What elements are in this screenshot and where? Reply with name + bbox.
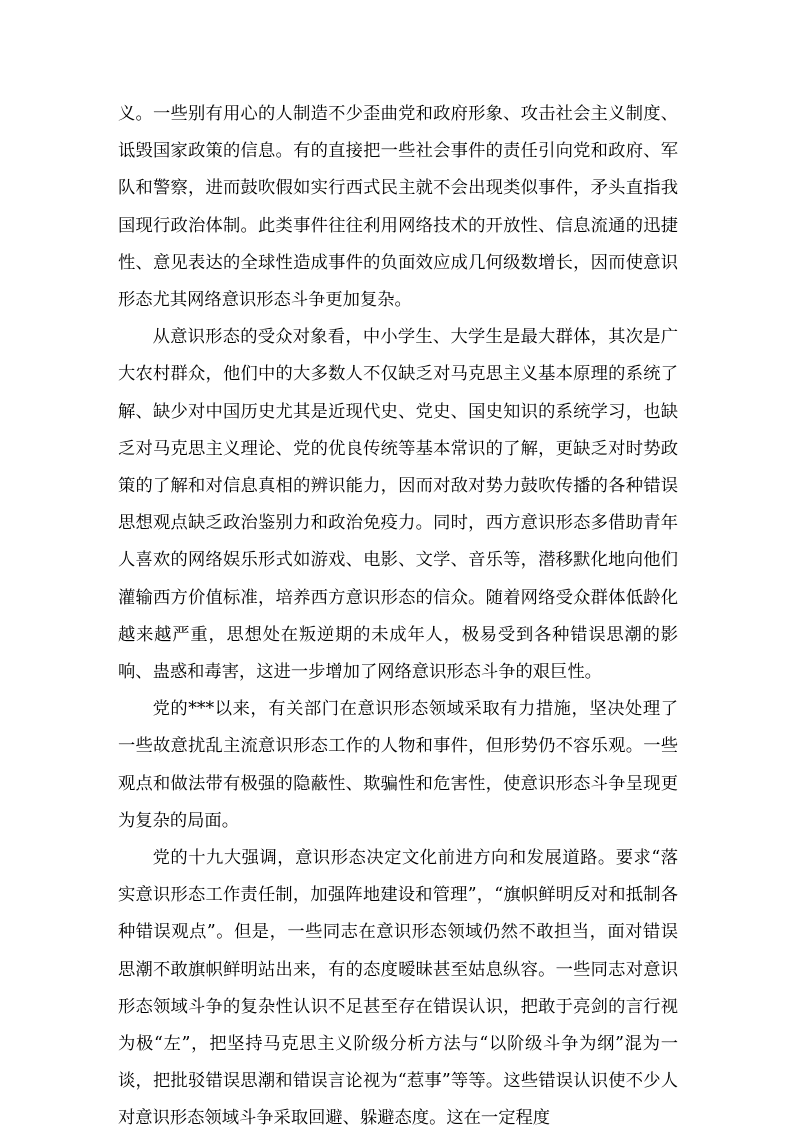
- paragraph-2: 从意识形态的受众对象看，中小学生、大学生是最大群体，其次是广大农村群众，他们中的大多数人不仅缺乏对马克思主义基本原理的系统了解、缺少对中国历史尤其是近现代史、党史、国史知识的系统学习，也缺乏对马克思主义理论、党的优良传统等基本常识的了解，更缺乏对时势政策的了解和对信息真相的辨识能力，因而对敌对势力鼓吹传播的各种错误思想观点缺乏政治鉴别力和政治免疫力。同时，西方意识形态多借助青年人喜欢的网络娱乐形式如游戏、电影、文学、音乐等，潜移默化地向他们灌输西方价值标准，培养西方意识形态的信众。随着网络受众群体低龄化越来越严重，思想处在叛逆期的未成年人，极易受到各种错误思潮的影响、蛊惑和毒害，这进一步增加了网络意识形态斗争的艰巨性。: [118, 327, 678, 683]
- paragraph-3: 党的***以来，有关部门在意识形态领域采取有力措施，坚决处理了一些故意扰乱主流意识形态工作的人物和事件，但形势仍不容乐观。一些观点和做法带有极强的隐蔽性、欺骗性和危害性，使意识形态斗争呈现更为复杂的局面。: [118, 699, 678, 831]
- body-text: [118, 96, 678, 1138]
- paragraph-4: 党的十九大强调，意识形态决定文化前进方向和发展道路。要求“落实意识形态工作责任制，加强阵地建设和管理”，“旗帜鲜明反对和抵制各种错误观点”。但是，一些同志在意识形态领域仍然不敢担当，面对错误思潮不敢旗帜鲜明站出来，有的态度暧昧甚至姑息纵容。一些同志对意识形态领域斗争的复杂性认识不足甚至存在错误认识，把敢于亮剑的言行视为极“左”，把坚持马克思主义阶级分析方法与“以阶级斗争为纲”混为一谈，把批驳错误思潮和错误言论视为“惹事”等等。这些错误认识使不少人对意识形态领域斗争采取回避、躲避态度。这在一定程度: [118, 848, 678, 1129]
- paragraph-1: 义。一些别有用心的人制造不少歪曲党和政府形象、攻击社会主义制度、诋毁国家政策的信息。有的直接把一些社会事件的责任引向党和政府、军队和警察，进而鼓吹假如实行西式民主就不会出现类似事件，矛头直指我国现行政治体制。此类事件往往利用网络技术的开放性、信息流通的迅捷性、意见表达的全球性造成事件的负面效应成几何级数增长，因而使意识形态尤其网络意识形态斗争更加复杂。: [118, 104, 678, 311]
